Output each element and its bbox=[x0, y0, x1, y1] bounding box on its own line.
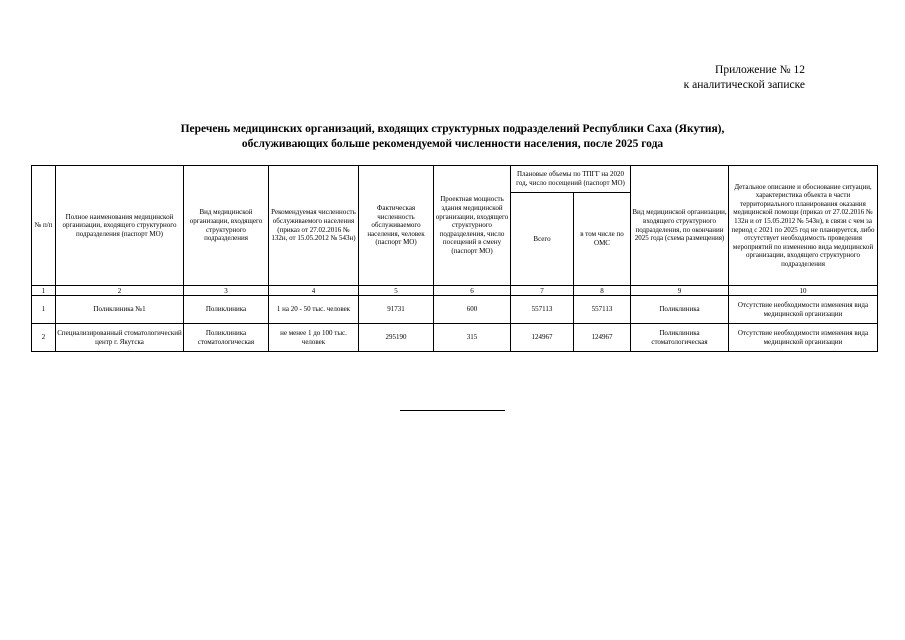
column-number: 3 bbox=[184, 286, 269, 296]
cell-name: Специализированный стоматологический центр г. Якутска bbox=[56, 324, 184, 352]
organizations-table bbox=[31, 165, 878, 352]
header-description: Детальное описание и обоснование ситуации, характеристика объекта в части территориального планирования оказания медицинской помощи (приказ от 27.02.2016 № 132н и от 15.05.2012 № 543н), в связи с чем за период с 2021 по 2025 год не планируется, либо отсутствует необходимость проведения мероприятий по изменению вида медицинской организации, входящего структурного подразделения bbox=[729, 166, 878, 286]
cell-description: Отсутствие необходимости изменения вида медицинской организации bbox=[729, 324, 878, 352]
column-number: 1 bbox=[32, 286, 56, 296]
header-planned-total: Всего bbox=[511, 193, 574, 286]
column-number: 4 bbox=[269, 286, 359, 296]
header-planned-oms: в том числе по ОМС bbox=[574, 193, 631, 286]
table-row bbox=[32, 324, 878, 352]
cell-capacity: 315 bbox=[434, 324, 511, 352]
column-number-row bbox=[32, 286, 878, 296]
header-capacity: Проектная мощность здания медицинской организации, входящего структурного подразделения, число посещений в смену (паспорт МО) bbox=[434, 166, 511, 286]
cell-recommended: не менее 1 до 100 тыс. человек bbox=[269, 324, 359, 352]
appendix-number: Приложение № 12 bbox=[715, 64, 805, 76]
cell-capacity: 600 bbox=[434, 296, 511, 324]
cell-num: 2 bbox=[32, 324, 56, 352]
cell-planned-oms: 124967 bbox=[574, 324, 631, 352]
document-title-line-2: обслуживающих больше рекомендуемой численности населения, после 2025 года bbox=[241, 138, 664, 150]
table-row bbox=[32, 296, 878, 324]
separator-line bbox=[400, 410, 505, 411]
header-actual: Фактическая численность обслуживаемого населения, человек (паспорт МО) bbox=[359, 166, 434, 286]
header-type: Вид медицинской организации, входящего структурного подразделения bbox=[184, 166, 269, 286]
header-planned: Плановые объемы по ТПГГ на 2020 год, число посещений (паспорт МО) bbox=[511, 166, 631, 193]
header-recommended: Рекомендуемая численность обслуживаемого населения (приказ от 27.02.2016 № 132н, от 15.05.2012 № 543н) bbox=[269, 166, 359, 286]
cell-type-after: Поликлиника стоматологическая bbox=[631, 324, 729, 352]
cell-planned-total: 557113 bbox=[511, 296, 574, 324]
column-number: 9 bbox=[631, 286, 729, 296]
appendix-header bbox=[585, 63, 805, 93]
appendix-caption: к аналитической записке bbox=[683, 79, 805, 91]
header-type-after: Вид медицинской организации, входящего структурного подразделения, по окончании 2025 года (схема размещения) bbox=[631, 166, 729, 286]
cell-type-after: Поликлиника bbox=[631, 296, 729, 324]
header-num: № п/п bbox=[32, 166, 56, 286]
cell-planned-oms: 557113 bbox=[574, 296, 631, 324]
header-name: Полное наименования медицинской организации, входящего структурного подразделения (паспорт МО) bbox=[56, 166, 184, 286]
column-number: 8 bbox=[574, 286, 631, 296]
document-title-line-1: Перечень медицинских организаций, входящих структурных подразделений Республики Саха (Якутия), bbox=[180, 123, 725, 135]
cell-name: Поликлиника №1 bbox=[56, 296, 184, 324]
column-number: 2 bbox=[56, 286, 184, 296]
cell-planned-total: 124967 bbox=[511, 324, 574, 352]
column-number: 5 bbox=[359, 286, 434, 296]
cell-description: Отсутствие необходимости изменения вида медицинской организации bbox=[729, 296, 878, 324]
column-number: 10 bbox=[729, 286, 878, 296]
cell-actual: 91731 bbox=[359, 296, 434, 324]
cell-type: Поликлиника стоматологическая bbox=[184, 324, 269, 352]
cell-type: Поликлиника bbox=[184, 296, 269, 324]
column-number: 6 bbox=[434, 286, 511, 296]
cell-actual: 295190 bbox=[359, 324, 434, 352]
cell-num: 1 bbox=[32, 296, 56, 324]
column-number: 7 bbox=[511, 286, 574, 296]
document-title bbox=[60, 122, 845, 152]
cell-recommended: 1 на 20 - 50 тыс. человек bbox=[269, 296, 359, 324]
